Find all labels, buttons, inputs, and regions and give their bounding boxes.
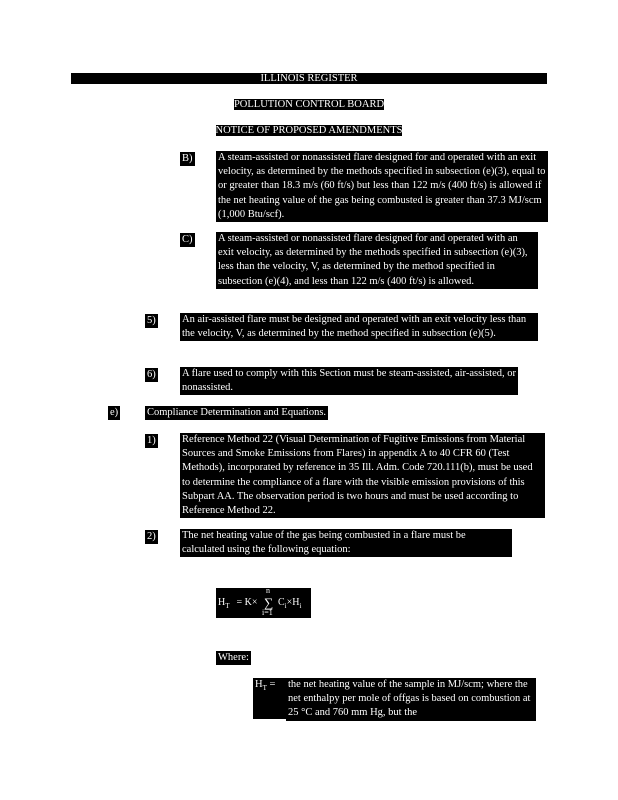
item-e-text: Compliance Determination and Equations. <box>145 406 328 420</box>
eq-sum-bottom: i=1 <box>262 608 273 617</box>
notice-title <box>0 124 618 137</box>
eq-lhs: $H_T$ <box>218 597 230 610</box>
item-c-text: A steam-assisted or nonassisted flare designed for and operated with an exit velocity, as determined by the methods specified in subsection (e)(3), less than the velocity, V, as determined by the method specified in subsection (e)(4), and less than 122 m/s (400 ft/s) is allowed. <box>216 232 538 289</box>
register-title-text: ILLINOIS REGISTER <box>260 73 358 84</box>
item-1-label: 1) <box>147 435 156 446</box>
item-6-text: A flare used to comply with this Section must be steam-assisted, air-assisted, or nonassisted. <box>180 367 518 395</box>
item-6-label: 6) <box>147 369 156 380</box>
item-b-text: A steam-assisted or nonassisted flare designed for and operated with an exit velocity, as determined by the methods specified in subsection (e)(3), equal to or greater than 18.3 m/s (60 ft/s) but less than 122 m/s (400 ft/s) is allowed if the net heating value of the gas being combusted is greater than 37.3 MJ/scm (1,000 Btu/scf). <box>216 151 548 222</box>
eq-mid: = K× <box>234 597 261 608</box>
item-b-label: B) <box>182 153 193 164</box>
where-label: Where: <box>216 651 251 665</box>
heating-value-equation <box>216 588 311 618</box>
item-2-text: The net heating value of the gas being combusted in a flare must be calculated using the following equation: <box>180 529 512 557</box>
item-5-text: An air-assisted flare must be designed and operated with an exit velocity less than the velocity, V, as determined by the method specified in subsection (e)(5). <box>180 313 538 341</box>
eq-term: $C_i\times H_i$ <box>278 597 302 610</box>
eq-sum-top: n <box>266 586 270 595</box>
board-title-text: POLLUTION CONTROL BOARD <box>233 99 385 110</box>
item-5-label: 5) <box>147 315 156 326</box>
where-symbol: $H_T$ = <box>253 678 287 719</box>
register-title <box>0 72 618 85</box>
board-title <box>0 98 618 111</box>
notice-title-text: NOTICE OF PROPOSED AMENDMENTS <box>215 125 403 136</box>
eq-sum-symbol: ∑ <box>264 595 274 610</box>
item-1-text: Reference Method 22 (Visual Determination of Fugitive Emissions from Material Sources and Smoke Emissions from Flares) in appendix A to 40 CFR 60 (Test Methods), incorporated by reference in 35 Ill. Adm. Code 720.111(b), must be used to determine the compliance of a flare with the visible emission provisions of this Subpart AA. The observation period is two hours and must be used according to Reference Method 22. <box>180 433 545 518</box>
item-c-label: C) <box>182 234 193 245</box>
where-definition: the net heating value of the sample in MJ/scm; where the net enthalpy per mole of offgas is based on combustion at 25 °C and 760 mm Hg, but the <box>286 678 536 721</box>
item-e-label: e) <box>110 407 119 418</box>
item-2-label: 2) <box>147 531 156 542</box>
